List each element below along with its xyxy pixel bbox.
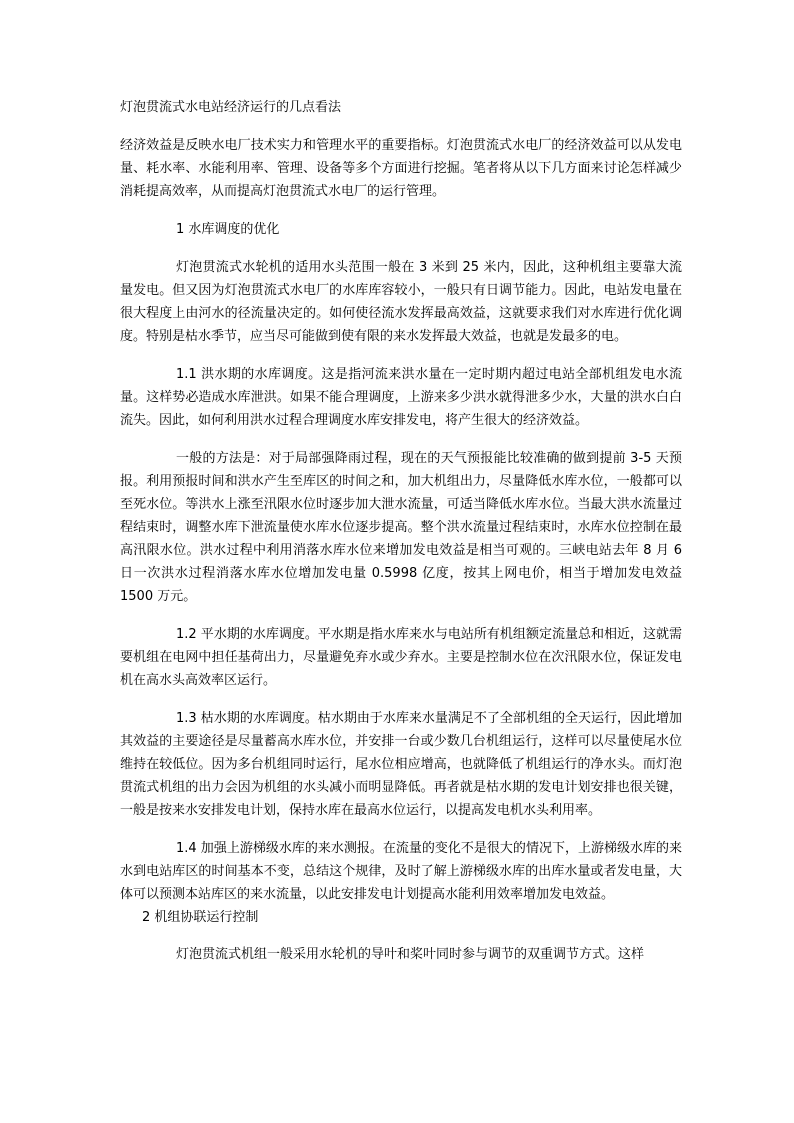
section-1-3-paragraph: 1.3 枯水期的水库调度。枯水期由于水库来水量满足不了全部机组的全天运行，因此增加其效益的主要途径是尽量蓄高水库水位，并安排一台或少数几台机组运行，这样可以尽量使尾水位维持在较低位。因为多台机组同时运行，尾水位相应增高，也就降低了机组运行的净水头。而灯泡贯流式机组的出力会因为机组的水头减小而明显降低。再者就是枯水期的发电计划安排也很关键，一般是按来水安排发电计划，保持水库在最高水位运行，以提高发电机水头利用率。 — [120, 711, 682, 818]
section-2-paragraph: 灯泡贯流式机组一般采用水轮机的导叶和桨叶同时参与调节的双重调节方式。这样 — [176, 947, 645, 962]
intro-paragraph: 经济效益是反映水电厂技术实力和管理水平的重要指标。灯泡贯流式水电厂的经济效益可以从发电量、耗水率、水能利用率、管理、设备等多个方面进行挖掘。笔者将从以下几方面来讨论怎样减少消耗提高效率，从而提高灯泡贯流式水电厂的运行管理。 — [120, 138, 682, 199]
document-title: 灯泡贯流式水电站经济运行的几点看法 — [120, 100, 342, 115]
section-1-1-paragraph: 1.1 洪水期的水库调度。这是指河流来洪水量在一定时期内超过电站全部机组发电水流量。这样势必造成水库泄洪。如果不能合理调度，上游来多少洪水就得泄多少水，大量的洪水白白流失。因此，如何利用洪水过程合理调度水库安排发电，将产生很大的经济效益。 — [120, 367, 682, 428]
section-1-heading: 1 水库调度的优化 — [176, 222, 280, 237]
section-1-2-paragraph: 1.2 平水期的水库调度。平水期是指水库来水与电站所有机组额定流量总和相近，这就需要机组在电网中担任基荷出力，尽量避免弃水或少弃水。主要是控制水位在次汛限水位，保证发电机在高水头高效率区运行。 — [120, 627, 682, 688]
section-2-heading: 2 机组协联运行控制 — [142, 910, 259, 925]
section-1-1-method-paragraph: 一般的方法是：对于局部强降雨过程，现在的天气预报能比较准确的做到提前 3-5 天预报。利用预报时间和洪水产生至库区的时间之和，加大机组出力，尽量降低水库水位，一般都可以至死水位。等洪水上涨至汛限水位时逐步加大泄水流量，可适当降低水库水位。当最大洪水流量过程结束时，调整水库下泄流量使水库水位逐步提高。整个洪水流量过程结束时，水库水位控制在最高汛限水位。洪水过程中利用消落水库水位来增加发电效益是相当可观的。三峡电站去年 8 月 6 日一次洪水过程消落水库水位增加发电量 0.5998 亿度，按其上网电价，相当于增加发电效益 1500 万元。 — [120, 451, 682, 604]
document-body — [120, 96, 682, 981]
section-1-paragraph: 灯泡贯流式水轮机的适用水头范围一般在 3 米到 25 米内，因此，这种机组主要靠大流量发电。但又因为灯泡贯流式水电厂的水库库容较小，一般只有日调节能力。因此，电站发电量在很大程度上由河水的径流量决定的。如何使径流水发挥最高效益，这就要求我们对水库进行优化调度。特别是枯水季节，应当尽可能做到使有限的来水发挥最大效益，也就是发最多的电。 — [120, 260, 682, 344]
section-1-4-paragraph: 1.4 加强上游梯级水库的来水测报。在流量的变化不是很大的情况下，上游梯级水库的来水到电站库区的时间基本不变，总结这个规律，及时了解上游梯级水库的出库水量或者发电量，大体可以预测本站库区的来水流量，以此安排发电计划提高水能利用效率增加发电效益。 — [120, 841, 682, 902]
